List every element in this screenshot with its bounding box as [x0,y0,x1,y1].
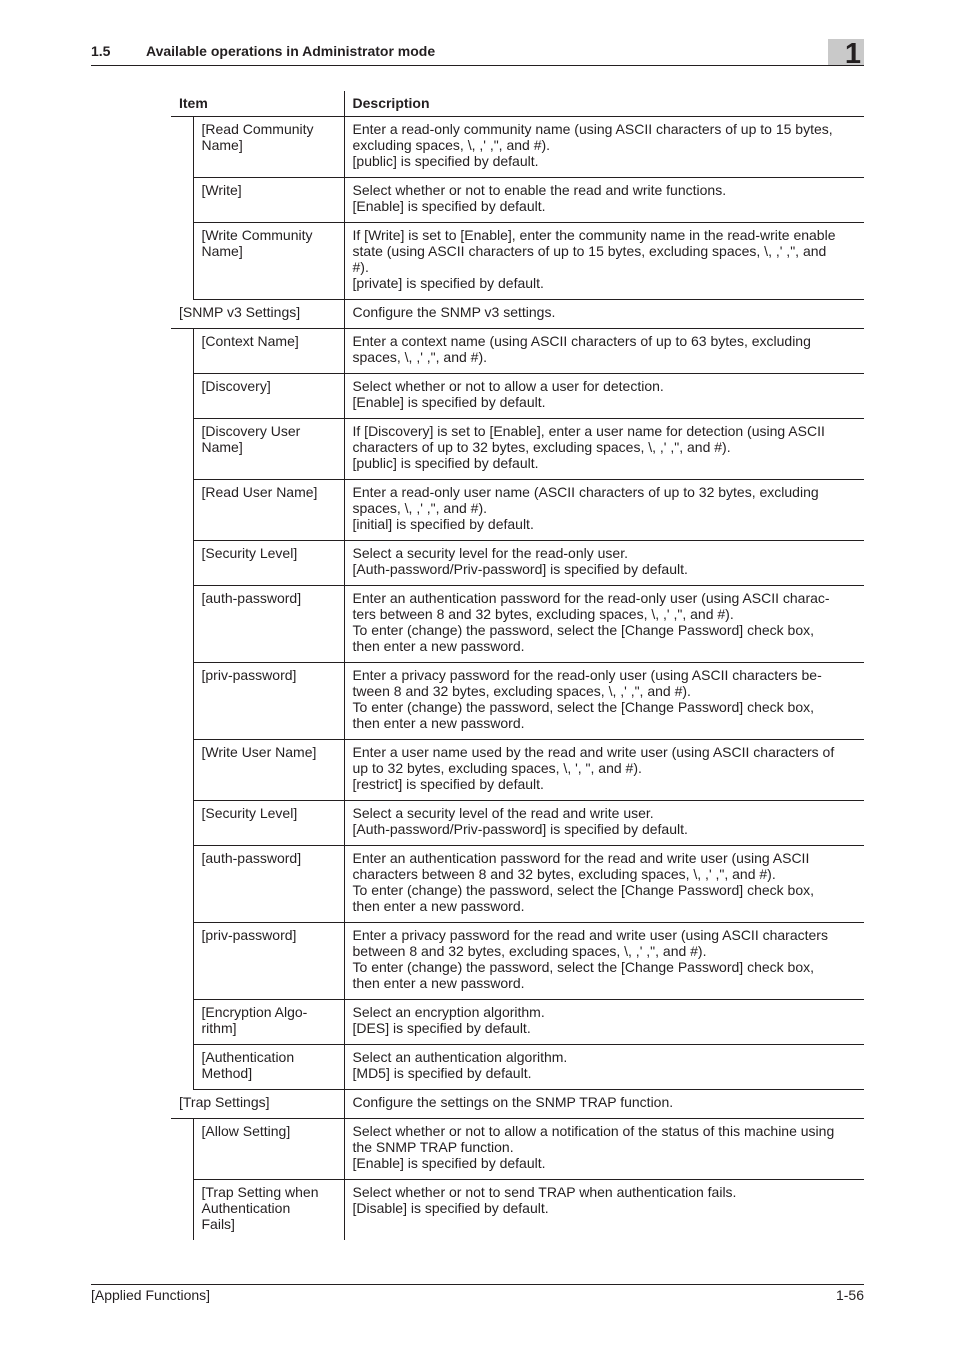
chapter-number: 1 [844,38,861,70]
indent-cell [171,801,193,846]
description-cell [344,1090,864,1119]
description-cell [344,1180,864,1241]
column-header-item: Item [171,91,344,117]
description-cell [344,480,864,541]
description-text-line: characters between 8 and 32 bytes, excluding spaces, \, ,' ,", and #). [352,866,776,882]
description-text-line: characters of up to 32 bytes, excluding spaces, \, ,' ,", and #). [352,439,731,455]
item-text-line: [Authentication [201,1049,295,1065]
indent-cell [171,663,193,740]
table-row [171,663,864,740]
description-text-line: Select an authentication algorithm. [352,1049,568,1065]
item-cell [193,117,344,178]
indent-cell [171,846,193,923]
indent-cell [171,223,193,300]
item-cell [193,846,344,923]
description-text-line: ters between 8 and 32 bytes, excluding spaces, \, ,' ,", and #). [352,606,734,622]
item-cell [193,586,344,663]
description-text-line: Enter a read-only community name (using ASCII characters of up to 15 bytes, [352,121,833,137]
description-text-line: then enter a new password. [352,898,525,914]
description-text-line: To enter (change) the password, select the [Change Password] check box, [352,622,814,638]
item-text-line: Authentication [201,1200,291,1216]
description-text-line: Select whether or not to send TRAP when authentication fails. [352,1184,737,1200]
description-text-line: [Auth-password/Priv-password] is specified by default. [352,561,688,577]
item-text-line: [priv-password] [201,667,297,683]
indent-cell [171,419,193,480]
description-text-line: [DES] is specified by default. [352,1020,531,1036]
indent-cell [171,1000,193,1045]
table-row [171,541,864,586]
description-text-line: excluding spaces, \, ,' ,", and #). [352,137,551,153]
indent-cell [171,374,193,419]
description-text-line: To enter (change) the password, select the [Change Password] check box, [352,882,814,898]
section-title: Available operations in Administrator mode [146,43,436,59]
indent-cell [171,117,193,178]
description-text-line: Enter an authentication password for the read and write user (using ASCII [352,850,810,866]
item-text-line: Name] [201,439,243,455]
description-text-line: If [Write] is set to [Enable], enter the community name in the read-write enable [352,227,836,243]
description-text-line: Enter a privacy password for the read-only user (using ASCII characters be- [352,667,822,683]
description-text-line: Select an encryption algorithm. [352,1004,545,1020]
description-text-line: [Disable] is specified by default. [352,1200,549,1216]
description-text-line: Enter an authentication password for the read-only user (using ASCII charac- [352,590,830,606]
description-text-line: Configure the settings on the SNMP TRAP function. [352,1094,674,1110]
item-text-line: [Encryption Algo- [201,1004,308,1020]
description-text-line: the SNMP TRAP function. [352,1139,514,1155]
table-row [171,117,864,178]
description-text-line: between 8 and 32 bytes, excluding spaces, \, ,' ,", and #). [352,943,707,959]
item-text-line: [Trap Setting when [201,1184,319,1200]
table-row [171,1090,864,1119]
footer-divider [91,1284,864,1285]
description-cell [344,740,864,801]
description-text-line: Enter a privacy password for the read and write user (using ASCII characters [352,927,828,943]
description-cell [344,223,864,300]
description-cell [344,374,864,419]
table-row [171,1180,864,1241]
description-text-line: Select whether or not to enable the read and write functions. [352,182,727,198]
table-header-row [171,91,864,117]
description-text-line: spaces, \, ,' ,", and #). [352,500,487,516]
description-cell [344,178,864,223]
settings-table [171,91,864,1240]
description-text-line: Enter a user name used by the read and write user (using ASCII characters of [352,744,835,760]
table-row [171,1119,864,1180]
item-text-line: Name] [201,243,243,259]
table-body [171,117,864,1241]
description-text-line: then enter a new password. [352,638,525,654]
page-header [91,40,864,66]
table-row [171,223,864,300]
description-text-line: then enter a new password. [352,715,525,731]
description-cell [344,1000,864,1045]
indent-cell [171,586,193,663]
table-row [171,846,864,923]
item-cell [193,480,344,541]
item-text-line: [priv-password] [201,927,297,943]
item-text-line: Name] [201,137,243,153]
description-cell [344,923,864,1000]
table-row [171,586,864,663]
description-cell [344,663,864,740]
description-text-line: Configure the SNMP v3 settings. [352,304,556,320]
item-text-line: [Allow Setting] [201,1123,291,1139]
table-row [171,480,864,541]
description-text-line: Enter a context name (using ASCII characters of up to 63 bytes, excluding [352,333,811,349]
table-row [171,374,864,419]
description-text-line: [MD5] is specified by default. [352,1065,532,1081]
description-text-line: [restrict] is specified by default. [352,776,544,792]
description-text-line: [Enable] is specified by default. [352,394,546,410]
description-text-line: [private] is specified by default. [352,275,544,291]
description-text-line: Select whether or not to allow a notification of the status of this machine using [352,1123,835,1139]
description-text-line: [public] is specified by default. [352,455,539,471]
table-row [171,1000,864,1045]
description-text-line: tween 8 and 32 bytes, excluding spaces, \, ,' ,", and #). [352,683,691,699]
description-text-line: If [Discovery] is set to [Enable], enter a user name for detection (using ASCII [352,423,825,439]
item-text-line: [Discovery User [201,423,301,439]
group-item-text-line: [SNMP v3 Settings] [179,304,301,320]
item-text-line: [Context Name] [201,333,299,349]
indent-cell [171,541,193,586]
description-text-line: [Enable] is specified by default. [352,198,546,214]
item-cell [193,419,344,480]
item-text-line: [Write User Name] [201,744,317,760]
item-text-line: [Write] [201,182,242,198]
item-text-line: Fails] [201,1216,235,1232]
description-cell [344,329,864,374]
page-number: 1-56 [835,1287,864,1303]
item-text-line: [auth-password] [201,590,302,606]
description-text-line: up to 32 bytes, excluding spaces, \, ', ", and #). [352,760,642,776]
description-cell [344,586,864,663]
table-row [171,1045,864,1090]
item-text-line: [Security Level] [201,545,298,561]
table-row [171,740,864,801]
item-cell [193,1119,344,1180]
item-cell [193,374,344,419]
description-text-line: then enter a new password. [352,975,525,991]
description-text-line: [Auth-password/Priv-password] is specified by default. [352,821,688,837]
header-divider [91,65,864,66]
item-cell [193,178,344,223]
item-cell [193,1000,344,1045]
item-text-line: Method] [201,1065,253,1081]
description-text-line: [initial] is specified by default. [352,516,534,532]
table-row [171,329,864,374]
description-cell [344,1045,864,1090]
chapter-badge [828,38,864,70]
indent-cell [171,329,193,374]
description-cell [344,541,864,586]
group-item-cell [171,300,344,329]
item-cell [193,663,344,740]
table-row [171,178,864,223]
description-cell [344,419,864,480]
table-row [171,419,864,480]
item-text-line: [Discovery] [201,378,271,394]
description-cell [344,1119,864,1180]
group-item-cell [171,1090,344,1119]
description-text-line: state (using ASCII characters of up to 15 bytes, excluding spaces, \, ,' ,", and [352,243,827,259]
description-text-line: [public] is specified by default. [352,153,539,169]
description-text-line: [Enable] is specified by default. [352,1155,546,1171]
description-cell [344,117,864,178]
item-text-line: [Security Level] [201,805,298,821]
item-cell [193,541,344,586]
item-text-line: [Read Community [201,121,314,137]
item-text-line: [Read User Name] [201,484,318,500]
item-text-line: [auth-password] [201,850,302,866]
indent-cell [171,1180,193,1241]
description-text-line: Select a security level for the read-only user. [352,545,628,561]
indent-cell [171,923,193,1000]
description-text-line: Enter a read-only user name (ASCII characters of up to 32 bytes, excluding [352,484,819,500]
description-text-line: To enter (change) the password, select the [Change Password] check box, [352,699,814,715]
item-cell [193,923,344,1000]
item-cell [193,223,344,300]
item-cell [193,329,344,374]
item-cell [193,801,344,846]
description-text-line: Select a security level of the read and write user. [352,805,654,821]
item-cell [193,1180,344,1241]
column-header-description: Description [344,91,864,117]
description-cell [344,300,864,329]
description-text-line: Select whether or not to allow a user for detection. [352,378,664,394]
indent-cell [171,1119,193,1180]
item-cell [193,740,344,801]
indent-cell [171,740,193,801]
description-cell [344,801,864,846]
description-text-line: spaces, \, ,' ,", and #). [352,349,487,365]
description-cell [344,846,864,923]
table-row [171,300,864,329]
description-text-line: To enter (change) the password, select the [Change Password] check box, [352,959,814,975]
table-row [171,923,864,1000]
section-number: 1.5 [91,43,111,59]
item-text-line: [Write Community [201,227,313,243]
footer-title: [Applied Functions] [91,1287,211,1303]
table-row [171,801,864,846]
indent-cell [171,1045,193,1090]
indent-cell [171,480,193,541]
indent-cell [171,178,193,223]
item-text-line: rithm] [201,1020,237,1036]
description-text-line: #). [352,259,369,275]
item-cell [193,1045,344,1090]
group-item-text-line: [Trap Settings] [179,1094,270,1110]
